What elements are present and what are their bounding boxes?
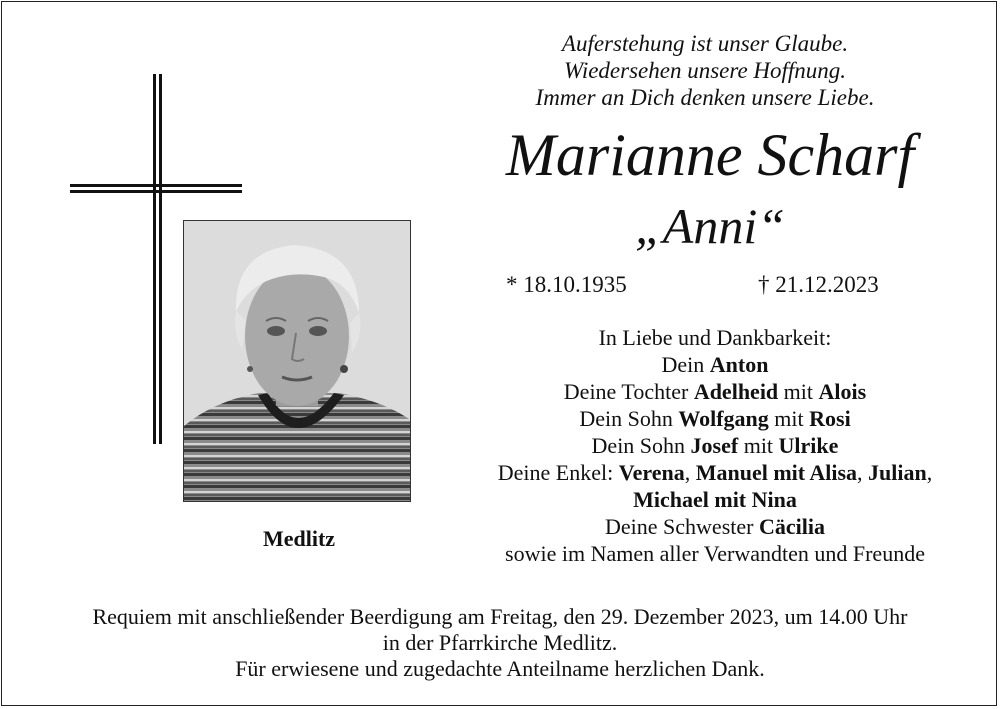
footer-line: Für erwiesene und zugedachte Anteilname herzlichen Dank. <box>235 656 765 681</box>
motto-line: Auferstehung ist unser Glaube. <box>561 31 849 56</box>
death-date: † 21.12.2023 <box>758 272 879 297</box>
deceased-name: Marianne Scharf <box>505 122 915 188</box>
motto-line: Wiedersehen unsere Hoffnung. <box>563 58 847 83</box>
mourner-line: Deine Schwester Cäcilia <box>605 514 825 539</box>
footer-line: in der Pfarrkirche Medlitz. <box>382 630 618 655</box>
motto-verse <box>470 30 940 111</box>
mourner-line: Deine Tochter Adelheid mit Alois <box>563 379 867 404</box>
footer-line: Requiem mit anschließender Beerdigung am Freitag, den 29. Dezember 2023, um 14.00 Uhr <box>92 604 908 629</box>
mourners-intro: In Liebe und Dankbarkeit: <box>598 325 832 350</box>
mourner-line: Deine Enkel: Verena, Manuel mit Alisa, Julian, <box>497 460 933 485</box>
motto-line: Immer an Dich denken unsere Liebe. <box>535 85 875 110</box>
mourner-line: Michael mit Nina <box>633 487 797 512</box>
mourner-line: Dein Anton <box>661 352 769 377</box>
birth-date: * 18.10.1935 <box>506 272 627 297</box>
mourners-list <box>440 324 990 567</box>
place-name: Medlitz <box>262 526 336 551</box>
mourner-line: Dein Sohn Josef mit Ulrike <box>591 433 839 458</box>
mourner-line: Dein Sohn Wolfgang mit Rosi <box>579 406 851 431</box>
deceased-nickname: „Anni“ <box>634 198 786 254</box>
service-announcement <box>20 604 980 682</box>
portrait-photo <box>183 220 411 502</box>
mourners-closing: sowie im Namen aller Verwandten und Freunde <box>505 541 925 566</box>
